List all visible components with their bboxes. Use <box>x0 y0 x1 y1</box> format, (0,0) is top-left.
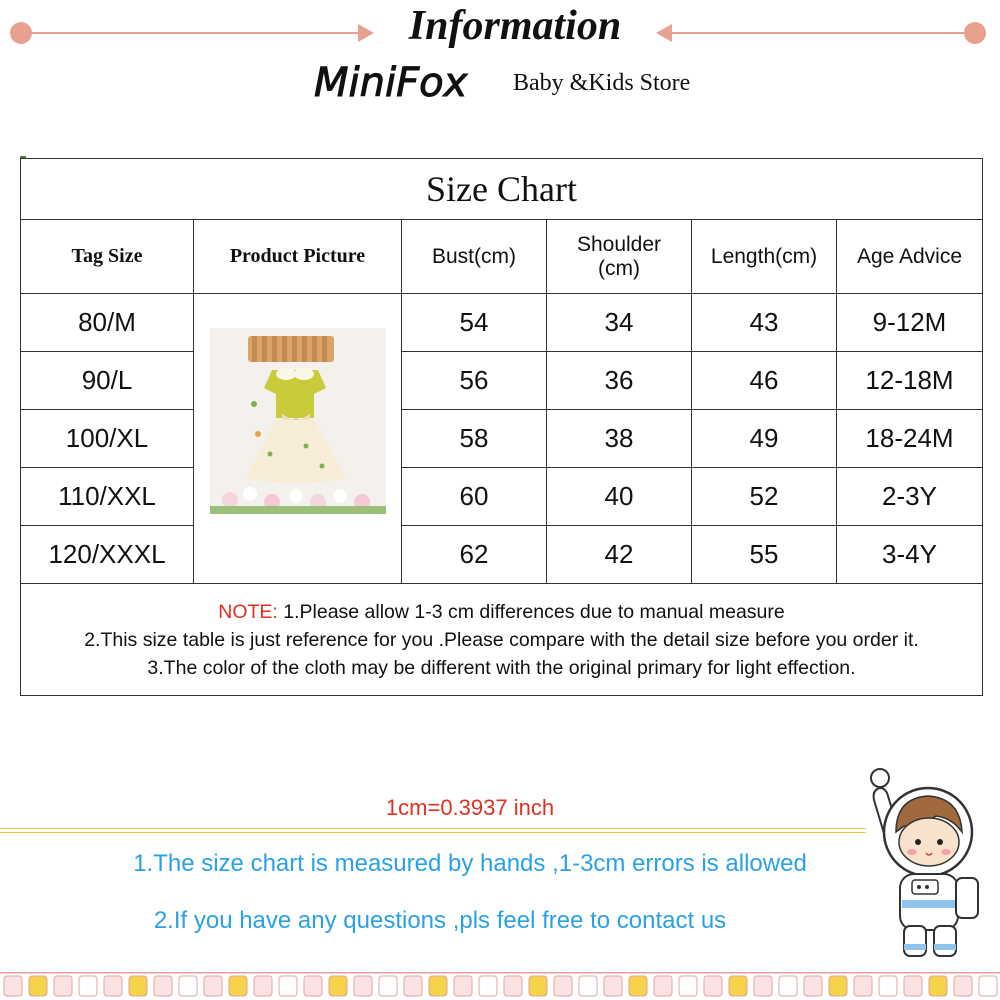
table-row <box>21 468 983 526</box>
note-line1: 1.Please allow 1-3 cm differences due to manual measure <box>277 600 785 623</box>
table-row <box>21 294 983 352</box>
strip-square <box>654 976 672 996</box>
header-product-picture: Product Picture <box>194 220 402 294</box>
header-arrow-right-icon <box>358 24 374 42</box>
header-shoulder <box>547 220 692 294</box>
product-picture-cell <box>194 294 402 584</box>
cell-tag-size: 120/XXXL <box>21 526 194 584</box>
strip-square <box>929 976 947 996</box>
cell-bust: 62 <box>402 526 547 584</box>
strip-square <box>979 976 997 996</box>
header-dot-left <box>10 22 32 44</box>
cell-shoulder: 42 <box>547 526 692 584</box>
cell-age: 12-18M <box>837 352 983 410</box>
strip-square <box>129 976 147 996</box>
strip-square <box>954 976 972 996</box>
strip-square <box>4 976 22 996</box>
strip-square <box>429 976 447 996</box>
cell-age: 2-3Y <box>837 468 983 526</box>
table-row <box>21 526 983 584</box>
cell-tag-size: 100/XL <box>21 410 194 468</box>
info-line-1: 1.The size chart is measured by hands ,1-3cm errors is allowed <box>133 850 807 877</box>
size-chart-title: Size Chart <box>21 159 983 220</box>
note-line2: 2.This size table is just reference for you .Please compare with the detail size before you order it. <box>84 628 919 651</box>
strip-square <box>379 976 397 996</box>
cell-tag-size: 90/L <box>21 352 194 410</box>
header-tag-size: Tag Size <box>21 220 194 294</box>
header-length: Length(cm) <box>692 220 837 294</box>
decorative-border-strip <box>0 970 1000 1000</box>
strip-square <box>854 976 872 996</box>
size-chart-table <box>20 158 983 696</box>
cell-tag-size: 80/M <box>21 294 194 352</box>
cell-length: 55 <box>692 526 837 584</box>
strip-square <box>629 976 647 996</box>
strip-square <box>179 976 197 996</box>
header-line-right <box>670 32 975 34</box>
strip-square <box>404 976 422 996</box>
strip-square <box>354 976 372 996</box>
cell-shoulder: 34 <box>547 294 692 352</box>
store-name: Baby &Kids Store <box>513 70 691 96</box>
cell-age: 18-24M <box>837 410 983 468</box>
strip-square <box>754 976 772 996</box>
strip-square <box>779 976 797 996</box>
cell-shoulder: 36 <box>547 352 692 410</box>
strip-square <box>229 976 247 996</box>
note-cell <box>21 584 983 696</box>
cell-shoulder: 38 <box>547 410 692 468</box>
strip-square <box>154 976 172 996</box>
strip-square <box>729 976 747 996</box>
divider-line <box>0 828 866 829</box>
cell-tag-size: 110/XXL <box>21 468 194 526</box>
strip-square <box>204 976 222 996</box>
strip-square <box>254 976 272 996</box>
cell-age: 9-12M <box>837 294 983 352</box>
strip-square <box>679 976 697 996</box>
table-row <box>21 352 983 410</box>
strip-square <box>54 976 72 996</box>
cell-age: 3-4Y <box>837 526 983 584</box>
header-age-advice: Age Advice <box>837 220 983 294</box>
cell-bust: 56 <box>402 352 547 410</box>
cell-length: 49 <box>692 410 837 468</box>
cell-length: 52 <box>692 468 837 526</box>
product-dress-image <box>210 328 386 514</box>
strip-square <box>704 976 722 996</box>
strip-square <box>529 976 547 996</box>
strip-square <box>29 976 47 996</box>
strip-square <box>554 976 572 996</box>
strip-square <box>454 976 472 996</box>
header-shoulder-line2: (cm) <box>598 256 640 280</box>
strip-square <box>579 976 597 996</box>
strip-square <box>279 976 297 996</box>
strip-square <box>329 976 347 996</box>
header-line-left <box>20 32 365 34</box>
minifox-logo <box>312 56 492 110</box>
header-dot-right <box>964 22 986 44</box>
svg-text:MiniFox: MiniFox <box>314 60 468 106</box>
table-row <box>21 410 983 468</box>
header-shoulder-line1: Shoulder <box>576 232 662 256</box>
strip-square <box>479 976 497 996</box>
cm-inch-conversion: 1cm=0.3937 inch <box>385 795 555 820</box>
cell-bust: 54 <box>402 294 547 352</box>
strip-square <box>79 976 97 996</box>
cell-length: 43 <box>692 294 837 352</box>
strip-square <box>604 976 622 996</box>
info-line-2: 2.If you have any questions ,pls feel free to contact us <box>153 907 727 934</box>
strip-square <box>879 976 897 996</box>
note-label: NOTE: <box>218 600 278 623</box>
header-bust: Bust(cm) <box>402 220 547 294</box>
divider-line <box>0 832 866 833</box>
table-header-row <box>21 220 983 294</box>
cell-length: 46 <box>692 352 837 410</box>
strip-square <box>104 976 122 996</box>
note-line3: 3.The color of the cloth may be different with the original primary for light effection. <box>147 656 856 679</box>
astronaut-illustration <box>856 760 986 965</box>
strip-square <box>304 976 322 996</box>
cell-bust: 60 <box>402 468 547 526</box>
page-title: Information <box>408 3 622 49</box>
strip-square <box>829 976 847 996</box>
strip-square <box>804 976 822 996</box>
cell-shoulder: 40 <box>547 468 692 526</box>
cell-bust: 58 <box>402 410 547 468</box>
strip-square <box>504 976 522 996</box>
strip-square <box>904 976 922 996</box>
